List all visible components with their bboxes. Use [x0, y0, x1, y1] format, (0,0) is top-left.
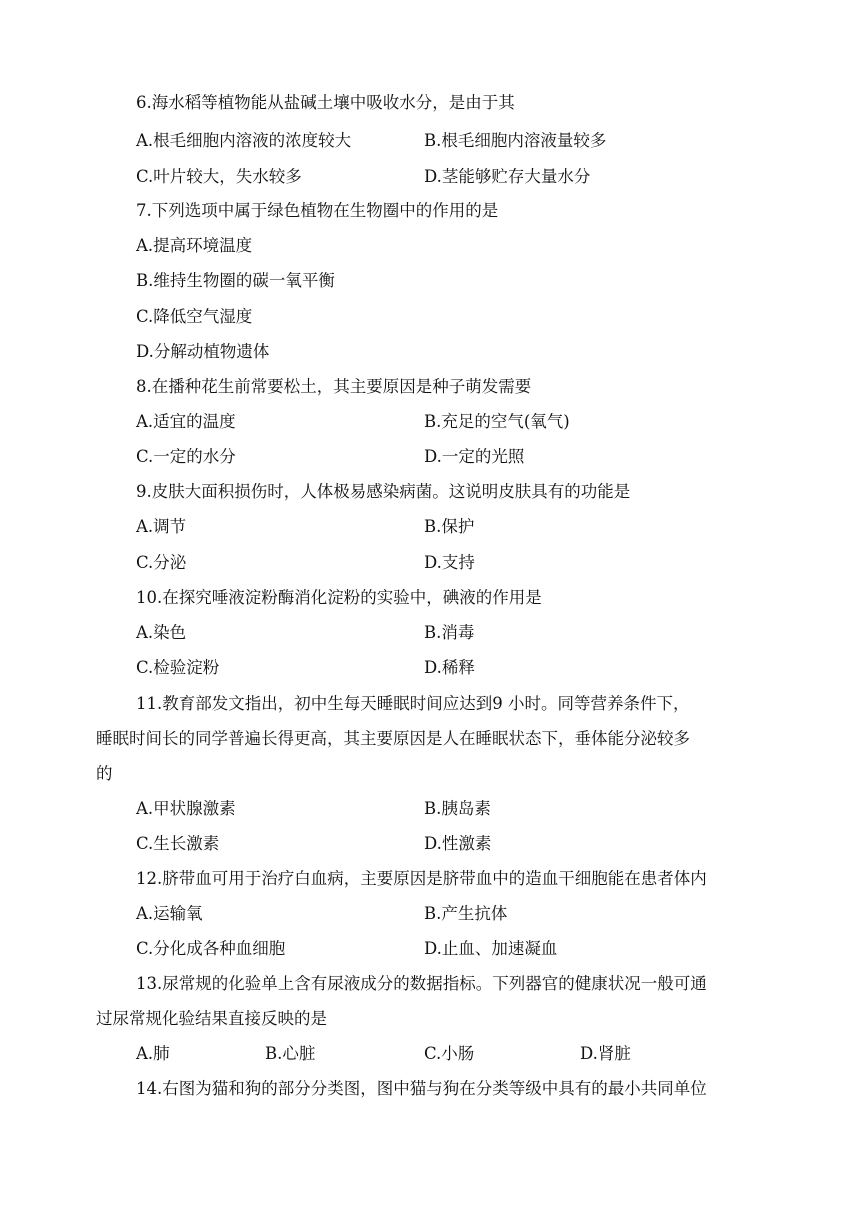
question-12-stem: 12.脐带血可用于治疗白血病，主要原因是脐带血中的造血干细胞能在患者体内 [136, 869, 707, 888]
question-10-option-b: B.消毒 [424, 623, 475, 642]
question-7-option-d: D.分解动植物遗体 [136, 342, 270, 361]
question-8-option-a: A.适宜的温度 [136, 412, 236, 431]
question-8-option-d: D.一定的光照 [424, 447, 525, 466]
question-9-option-a: A.调节 [136, 517, 187, 536]
question-7-option-b: B.维持生物圈的碳一氧平衡 [136, 271, 335, 290]
question-9-option-c: C.分泌 [136, 553, 187, 572]
question-12-option-b: B.产生抗体 [424, 904, 508, 923]
question-13-option-a: A.肺 [136, 1044, 170, 1063]
question-8-stem: 8.在播种花生前常要松土，其主要原因是种子萌发需要 [136, 377, 532, 396]
question-10-option-a: A.染色 [136, 623, 187, 642]
question-13-option-b: B.心脏 [265, 1044, 316, 1063]
question-6-option-d: D.茎能够贮存大量水分 [424, 167, 591, 186]
question-11-option-b: B.胰岛素 [424, 799, 491, 818]
question-11-option-c: C.生长激素 [136, 834, 220, 853]
question-12-option-d: D.止血、加速凝血 [424, 939, 558, 958]
question-7-stem: 7.下列选项中属于绿色植物在生物圈中的作用的是 [136, 201, 499, 220]
question-11-stem-line-3: 的 [96, 764, 113, 783]
question-6-option-a: A.根毛细胞内溶液的浓度较大 [136, 131, 352, 150]
question-10-stem: 10.在探究唾液淀粉酶消化淀粉的实验中，碘液的作用是 [136, 588, 542, 607]
question-14-stem: 14.右图为猫和狗的部分分类图，图中猫与狗在分类等级中具有的最小共同单位 [136, 1079, 707, 1098]
question-11-option-d: D.性激素 [424, 834, 492, 853]
question-13-stem-line-1: 13.尿常规的化验单上含有尿液成分的数据指标。下列器官的健康状况一般可通 [136, 974, 707, 993]
question-10-option-d: D.稀释 [424, 658, 475, 677]
question-13-option-d: D.肾脏 [580, 1044, 631, 1063]
question-9-option-b: B.保护 [424, 517, 475, 536]
question-13-stem-line-2: 过尿常规化验结果直接反映的是 [96, 1009, 327, 1028]
question-9-stem: 9.皮肤大面积损伤时，人体极易感染病菌。这说明皮肤具有的功能是 [136, 482, 631, 501]
question-6-option-b: B.根毛细胞内溶液量较多 [424, 131, 607, 150]
question-11-stem-line-1: 11.教育部发文指出，初中生每天睡眠时间应达到9 小时。同等营养条件下， [136, 694, 690, 713]
question-11-option-a: A.甲状腺激素 [136, 799, 236, 818]
question-6-stem: 6.海水稻等植物能从盐碱土壤中吸收水分，是由于其 [136, 93, 515, 112]
question-6-option-c: C.叶片较大，失水较多 [136, 167, 302, 186]
question-9-option-d: D.支持 [424, 553, 475, 572]
question-7-option-a: A.提高环境温度 [136, 236, 253, 255]
question-7-option-c: C.降低空气湿度 [136, 307, 253, 326]
question-11-stem-line-2: 睡眠时间长的同学普遍长得更高，其主要原因是人在睡眠状态下，垂体能分泌较多 [96, 729, 690, 748]
question-12-option-c: C.分化成各种血细胞 [136, 939, 286, 958]
question-12-option-a: A.运输氧 [136, 904, 203, 923]
question-8-option-c: C.一定的水分 [136, 447, 236, 466]
question-8-option-b: B.充足的空气(氧气) [424, 412, 570, 431]
question-10-option-c: C.检验淀粉 [136, 658, 220, 677]
question-13-option-c: C.小肠 [424, 1044, 475, 1063]
